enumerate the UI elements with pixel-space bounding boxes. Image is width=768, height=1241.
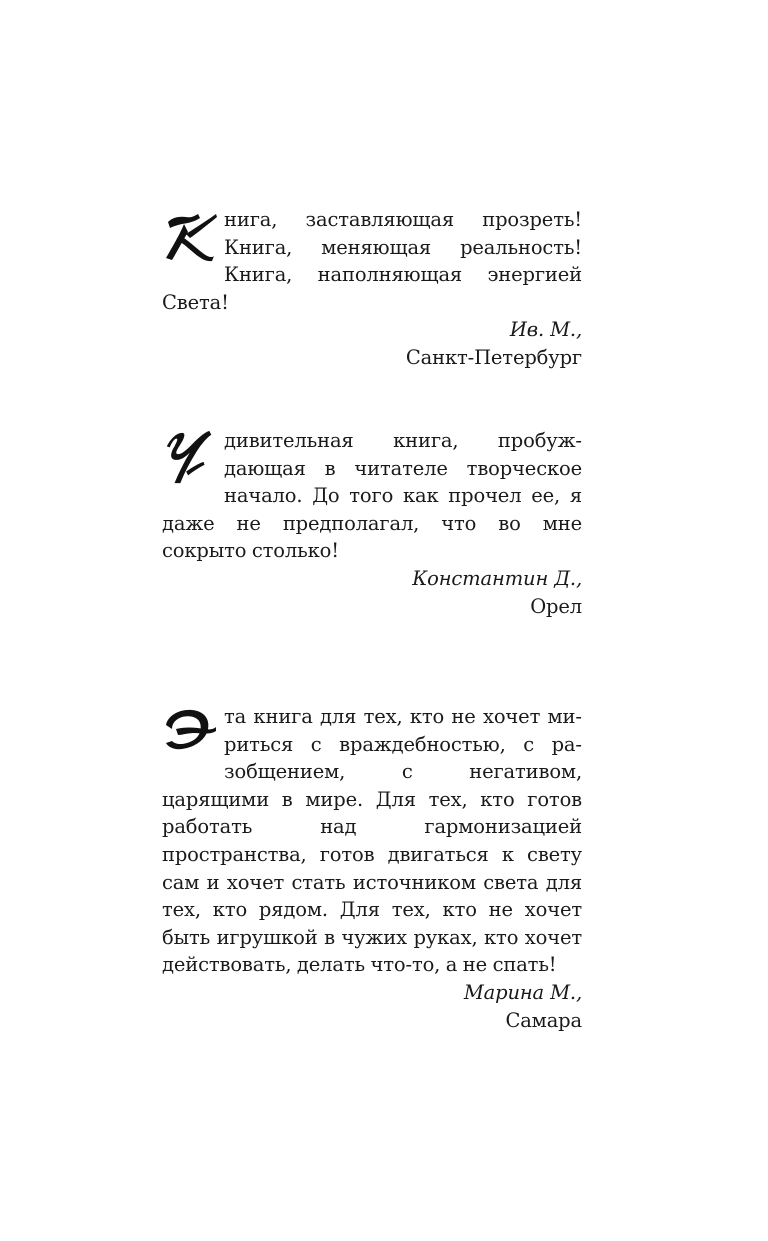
review-paragraph xyxy=(162,206,582,316)
review-city: Самара xyxy=(505,1008,582,1032)
review-text: та книга для тех, кто не хочет мириться с враждебностью, с разобщением, с негативом, царящими в мире. Для тех, кто готов работать над гармонизацией пространства, готов двигаться к свету сам и хочет стать источником света для тех, кто рядом. Для тех, кто не хочет быть игрушкой в чужих руках, кто хочет действовать, делать что-то, а не спать! xyxy=(162,705,582,977)
review-signature xyxy=(162,316,582,371)
review-paragraph xyxy=(162,427,582,565)
dropcap-e-icon xyxy=(162,705,220,760)
review-quote xyxy=(162,206,582,372)
review-text: нига, заставляющая прозреть! Книга, меняющая реальность! Книга, наполняющая энергией Света! xyxy=(162,208,582,314)
dropcap-k-icon xyxy=(162,208,220,263)
review-author: Марина М., xyxy=(463,980,582,1004)
review-author: Константин Д., xyxy=(412,566,582,590)
review-city: Санкт-Петербург xyxy=(405,345,582,369)
review-city: Орел xyxy=(530,594,582,618)
review-author: Ив. М., xyxy=(509,318,582,342)
dropcap-u-icon xyxy=(162,429,220,484)
review-signature xyxy=(162,979,582,1034)
review-quote xyxy=(162,427,582,620)
review-paragraph xyxy=(162,703,582,979)
review-quote xyxy=(162,703,582,1034)
review-text: дивительная книга, пробуждающая в читателе творческое начало. До того как прочел ее, я даже не предполагал, что во мне сокрыто столько! xyxy=(162,429,582,563)
review-signature xyxy=(162,565,582,620)
